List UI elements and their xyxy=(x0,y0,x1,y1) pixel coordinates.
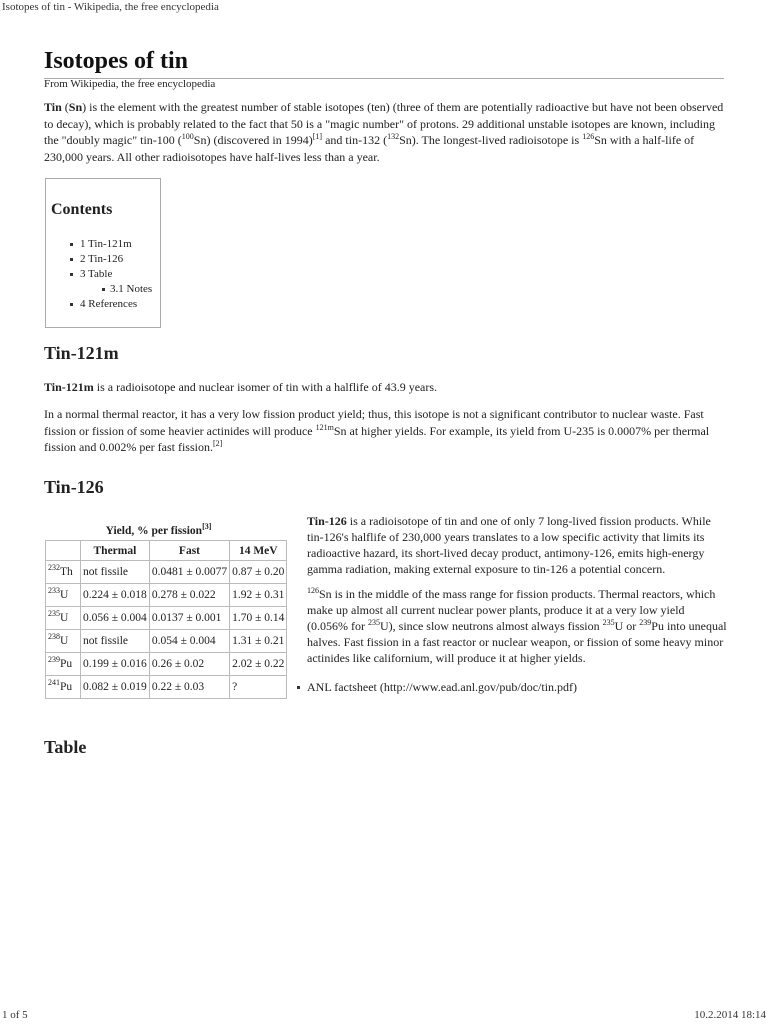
tin126-paragraph-2 xyxy=(307,586,727,666)
tin126-p1-text: is a radioisotope of tin and one of only 7 long-lived fission products. While tin-126's halflife of 230,000 years translates to a low specific activity that limits its radioactive hazard, its short-lived decay product, antimony-126, emits high-energy gamma radiation, making external exposure to tin-126 a potential concern. xyxy=(307,514,711,576)
page-title: Isotopes of tin xyxy=(44,48,189,74)
toc-item-table[interactable]: 3 Table xyxy=(46,267,152,282)
intro-sup-132: 132 xyxy=(387,132,400,141)
print-footer-date: 10.2.2014 18:14 xyxy=(694,1009,766,1021)
yield-table xyxy=(45,540,287,699)
nuclide-cell xyxy=(46,676,81,699)
tin121m-p1-text: is a radioisotope and nuclear isomer of tin with a halflife of 43.9 years. xyxy=(93,380,438,394)
tin121m-paragraph-2 xyxy=(44,406,724,456)
nuclide-cell xyxy=(46,630,81,653)
thermal-cell: 0.199 ± 0.016 xyxy=(81,653,150,676)
intro-text-2: Sn) (discovered in 1994) xyxy=(193,133,313,147)
toc-title: Contents xyxy=(51,201,113,218)
mev-cell: 2.02 ± 0.22 xyxy=(230,653,287,676)
nuclide-cell xyxy=(46,584,81,607)
intro-paragraph xyxy=(44,99,724,165)
nuclide-cell xyxy=(46,653,81,676)
fast-cell: 0.22 ± 0.03 xyxy=(149,676,229,699)
tin126-p2-sup-2: 235 xyxy=(367,618,380,627)
toc-item-tin-126[interactable]: 2 Tin-126 xyxy=(46,252,152,267)
nuclide-element: U xyxy=(60,589,69,601)
fast-cell: 0.0481 ± 0.0077 xyxy=(149,561,229,584)
yield-caption-ref[interactable]: [3] xyxy=(202,522,212,531)
nuclide-element: U xyxy=(60,612,69,624)
toc-item-notes[interactable]: 3.1 Notes xyxy=(46,282,152,297)
thermal-cell: 0.082 ± 0.019 xyxy=(81,676,150,699)
table-row xyxy=(46,676,287,699)
nuclide-mass: 239 xyxy=(48,655,60,664)
yield-caption-text: Yield, % per fission xyxy=(105,525,203,537)
fast-cell: 0.054 ± 0.004 xyxy=(149,630,229,653)
mev-cell: 1.31 ± 0.21 xyxy=(230,630,287,653)
nuclide-cell xyxy=(46,607,81,630)
table-row xyxy=(46,653,287,676)
thermal-cell: 0.224 ± 0.018 xyxy=(81,584,150,607)
print-footer-page: 1 of 5 xyxy=(2,1009,28,1021)
heading-table: Table xyxy=(44,737,87,757)
nuclide-mass: 238 xyxy=(48,632,60,641)
intro-text-5: Sn with a half-life of 230,000 years. All other radioisotopes have half-lives less than a year. xyxy=(44,133,695,164)
yield-header-nuclide xyxy=(46,541,81,561)
table-row xyxy=(46,630,287,653)
tin126-p2-text-b: U), since slow neutrons almost always fission xyxy=(379,619,603,633)
print-header xyxy=(0,0,768,16)
tin126-p2-text-c: U or xyxy=(614,619,640,633)
tin126-paragraph-1 xyxy=(307,513,727,577)
nuclide-mass: 241 xyxy=(48,678,60,687)
nuclide-mass: 233 xyxy=(48,586,60,595)
page-tagline: From Wikipedia, the free encyclopedia xyxy=(44,78,216,90)
intro-sup-126: 126 xyxy=(582,132,595,141)
tin126-p2-sup-3: 235 xyxy=(602,618,615,627)
yield-header-14mev: 14 MeV xyxy=(230,541,287,561)
intro-ref-1[interactable]: [1] xyxy=(312,132,323,141)
tin121m-p2-text-a: In a normal thermal reactor, it has a very low fission product yield; thus, this isotope is not a significant contributor to nuclear waste. Fast fission or fission of some heavier actinides will produce xyxy=(44,407,704,438)
nuclide-element: Pu xyxy=(60,658,73,670)
intro-text-1: ) is the element with the greatest number of stable isotopes (ten) (three of them are potentially radioactive but have not been observed to decay), which is probably related to the fact that 50 is a "magic number" of protons. 29 additional unstable isotopes are known, including the "doubly magic" tin-100 ( xyxy=(44,100,724,147)
nuclide-mass: 232 xyxy=(48,563,60,572)
nuclide-cell xyxy=(46,561,81,584)
tin121m-p2-text-b: Sn at higher yields. For example, its yield from U-235 is 0.0007% per thermal fission and 0.002% per fast fission. xyxy=(44,423,710,454)
intro-bold-tin: Tin xyxy=(44,100,62,114)
thermal-cell: 0.056 ± 0.004 xyxy=(81,607,150,630)
yield-header-thermal: Thermal xyxy=(81,541,150,561)
tin126-p2-sup-4: 239 xyxy=(639,618,652,627)
nuclide-mass: 235 xyxy=(48,609,60,618)
mev-cell: 1.92 ± 0.31 xyxy=(230,584,287,607)
mev-cell: ? xyxy=(230,676,287,699)
yield-header-fast: Fast xyxy=(149,541,229,561)
table-of-contents xyxy=(45,178,161,328)
toc-item-tin-121m[interactable]: 1 Tin-121m xyxy=(46,237,152,252)
table-row xyxy=(46,584,287,607)
thermal-cell: not fissile xyxy=(81,630,150,653)
toc-item-references[interactable]: 4 References xyxy=(46,297,152,312)
print-header-title: Isotopes of tin - Wikipedia, the free encyclopedia xyxy=(2,1,219,13)
mev-cell: 1.70 ± 0.14 xyxy=(230,607,287,630)
intro-sup-100: 100 xyxy=(181,132,194,141)
fast-cell: 0.0137 ± 0.001 xyxy=(149,607,229,630)
table-row xyxy=(46,607,287,630)
yield-table-caption xyxy=(46,522,271,537)
link-bullet xyxy=(297,686,300,689)
intro-symbol: Sn xyxy=(68,100,83,114)
tin126-p2-text-d: Pu into unequal halves. Fast fission in a fast reactor or nuclear weapon, or fission of some heavy minor actinides like californium, will produce it at higher yields. xyxy=(307,619,727,665)
print-footer xyxy=(0,1008,768,1024)
tin121m-paragraph-1 xyxy=(44,379,724,396)
nuclide-element: Th xyxy=(60,566,73,578)
toc-list xyxy=(46,237,152,312)
fast-cell: 0.278 ± 0.022 xyxy=(149,584,229,607)
tin126-p2-sup-1: 126 xyxy=(307,586,319,595)
fast-cell: 0.26 ± 0.02 xyxy=(149,653,229,676)
thermal-cell: not fissile xyxy=(81,561,150,584)
yield-table-header-row xyxy=(46,541,287,561)
nuclide-element: U xyxy=(60,635,69,647)
tin126-p2-text-a: Sn is in the middle of the mass range for fission products. Thermal reactors, which make up almost all current nuclear power plants, produce it at a very low yield (0.056% for xyxy=(307,587,716,633)
tin126-bold: Tin-126 xyxy=(307,514,347,528)
nuclide-element: Pu xyxy=(60,681,73,693)
tin121m-p2-sup: 121m xyxy=(315,422,334,432)
heading-tin-121m: Tin-121m xyxy=(44,343,119,363)
intro-text-3: and tin-132 ( xyxy=(322,133,388,147)
anl-factsheet-link[interactable]: ANL factsheet (http://www.ead.anl.gov/pub/doc/tin.pdf) xyxy=(307,680,578,694)
table-row xyxy=(46,561,287,584)
heading-tin-126: Tin-126 xyxy=(44,477,104,497)
mev-cell: 0.87 ± 0.20 xyxy=(230,561,287,584)
intro-paren: ( xyxy=(61,100,69,114)
intro-text-4: Sn). The longest-lived radioisotope is xyxy=(399,133,583,147)
tin121m-bold: Tin-121m xyxy=(44,380,94,394)
tin121m-ref-2[interactable]: [2] xyxy=(212,439,223,448)
